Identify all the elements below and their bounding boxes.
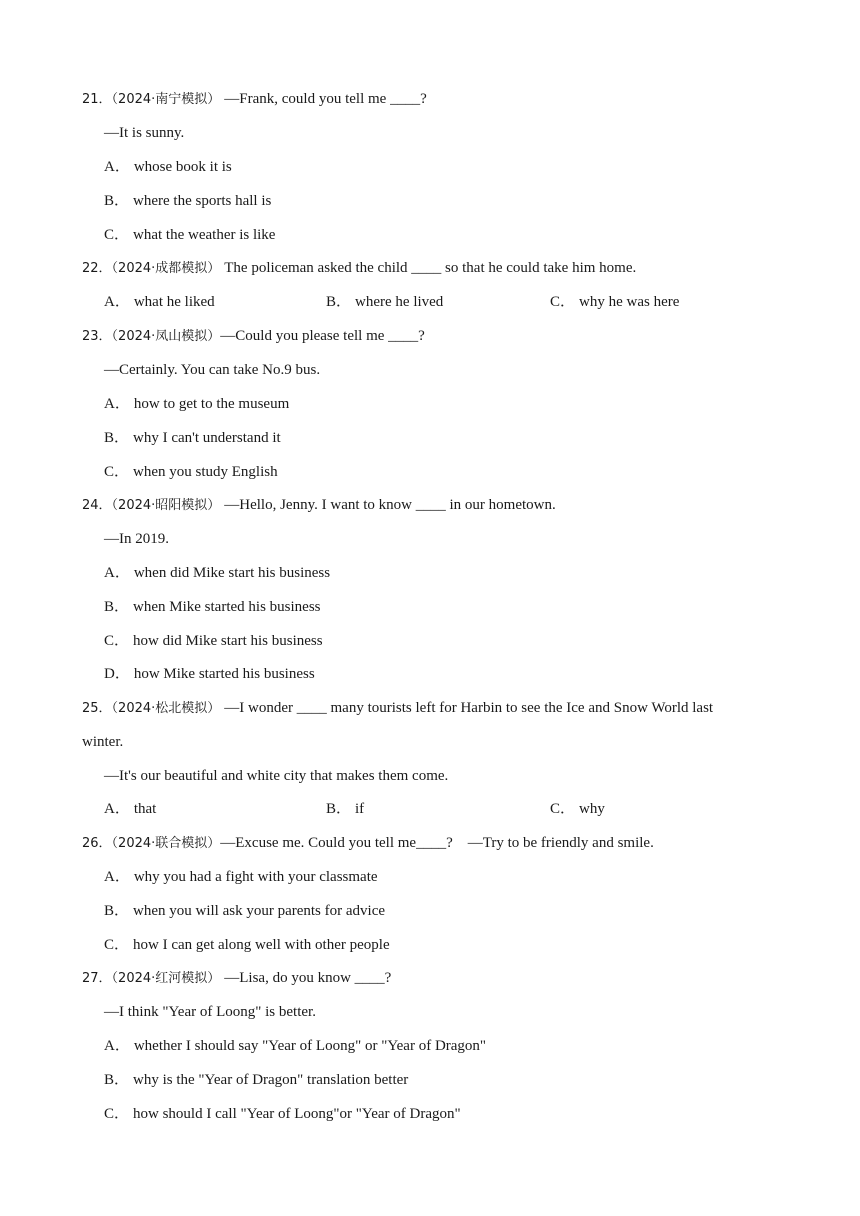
option-d[interactable]: D． how Mike started his business — [104, 666, 315, 682]
question-number: 21． — [82, 92, 112, 107]
option-a[interactable]: A． how to get to the museum — [104, 396, 290, 412]
question-text: —I wonder ____ many tourists left for Harbin to see the Ice and Snow World last — [224, 700, 714, 716]
question-number: 25． — [82, 701, 112, 716]
question-24-stem — [82, 496, 556, 515]
question-number: 22． — [82, 261, 112, 276]
option-b[interactable]: B． when Mike started his business — [104, 599, 321, 615]
question-text: —Could you please tell me ____? — [220, 328, 425, 344]
option-b[interactable]: B． where the sports hall is — [104, 193, 272, 209]
option-c[interactable]: C． why — [550, 801, 605, 817]
option-b[interactable]: B． when you will ask your parents for advice — [104, 903, 386, 919]
option-a[interactable]: A． when did Mike start his business — [104, 565, 331, 581]
question-source: （2024·南宁模拟） — [111, 92, 221, 107]
dialogue-line: —In 2019. — [104, 531, 169, 547]
question-text: —Excuse me. Could you tell me____? —Try to be friendly and smile. — [220, 835, 654, 851]
option-c[interactable]: C． why he was here — [550, 294, 680, 310]
question-25-stem — [82, 699, 713, 718]
dialogue-line: —It's our beautiful and white city that makes them come. — [104, 768, 449, 784]
question-27-stem — [82, 969, 391, 988]
dialogue-line: —I think "Year of Loong" is better. — [104, 1004, 316, 1020]
question-text: —Lisa, do you know ____? — [224, 970, 392, 986]
question-number: 26． — [82, 836, 112, 851]
question-source: （2024·联合模拟） — [111, 836, 221, 851]
dialogue-line: —Certainly. You can take No.9 bus. — [104, 362, 321, 378]
question-source: （2024·松北模拟） — [111, 701, 221, 716]
option-b[interactable]: B． why is the "Year of Dragon" translation better — [104, 1072, 409, 1088]
option-c[interactable]: C． how I can get along well with other people — [104, 937, 390, 953]
option-a[interactable]: A． that — [104, 801, 157, 817]
question-text-continued: winter. — [82, 734, 124, 750]
question-number: 27． — [82, 971, 112, 986]
option-b[interactable]: B． where he lived — [326, 294, 444, 310]
option-b[interactable]: B． if — [326, 801, 365, 817]
question-number: 24． — [82, 498, 112, 513]
question-26-stem — [82, 834, 654, 853]
question-number: 23． — [82, 329, 112, 344]
option-a[interactable]: A． whether I should say "Year of Loong" or "Year of Dragon" — [104, 1038, 487, 1054]
question-text: —Frank, could you tell me ____? — [224, 91, 427, 107]
question-source: （2024·红河模拟） — [111, 971, 221, 986]
question-23-stem — [82, 327, 425, 346]
question-source: （2024·凤山模拟） — [111, 329, 221, 344]
question-22-stem — [82, 259, 636, 278]
question-21-stem — [82, 90, 427, 109]
dialogue-line: —It is sunny. — [104, 125, 185, 141]
question-source: （2024·成都模拟） — [111, 261, 221, 276]
option-c[interactable]: C． when you study English — [104, 464, 278, 480]
option-a[interactable]: A． whose book it is — [104, 159, 232, 175]
option-c[interactable]: C． how did Mike start his business — [104, 633, 323, 649]
option-c[interactable]: C． how should I call "Year of Loong"or "Year of Dragon" — [104, 1106, 461, 1122]
question-source: （2024·昭阳模拟） — [111, 498, 221, 513]
option-a[interactable]: A． why you had a fight with your classmate — [104, 869, 378, 885]
option-a[interactable]: A． what he liked — [104, 294, 215, 310]
option-b[interactable]: B． why I can't understand it — [104, 430, 281, 446]
question-text: —Hello, Jenny. I want to know ____ in our hometown. — [224, 497, 556, 513]
question-text: The policeman asked the child ____ so that he could take him home. — [224, 260, 637, 276]
option-c[interactable]: C． what the weather is like — [104, 227, 276, 243]
